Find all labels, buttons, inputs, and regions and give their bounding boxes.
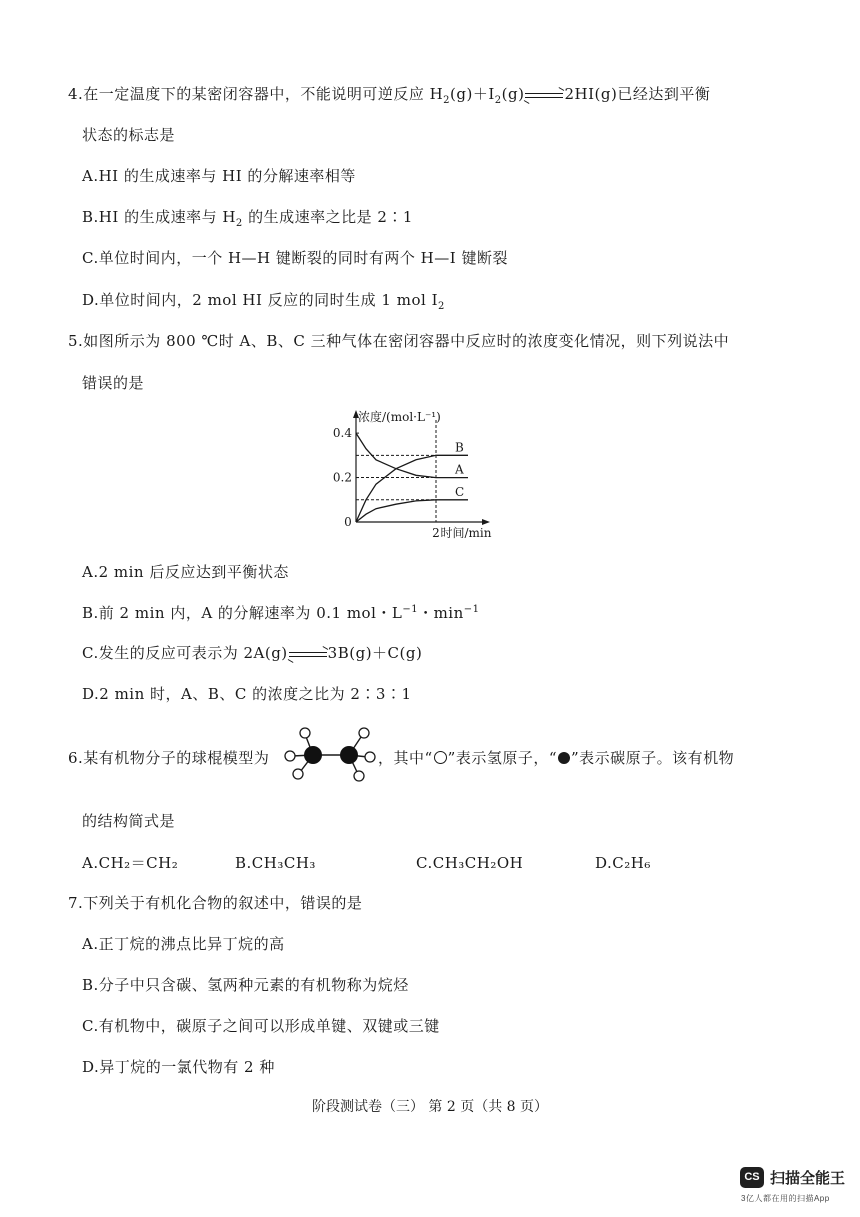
q4-option-a: A.HI 的生成速率与 HI 的分解速率相等	[82, 167, 356, 185]
q4-stem-line2: 状态的标志是	[82, 126, 176, 144]
x-axis-label: 时间/min	[440, 526, 492, 540]
q7-option-c: C.有机物中，碳原子之间可以形成单键、双键或三键	[82, 1017, 440, 1035]
x-tick-label: 2	[432, 526, 440, 540]
q6-stem-line2: 的结构简式是	[82, 812, 176, 830]
q6-stem-line1-start: 6.某有机物分子的球棍模型为	[68, 749, 270, 767]
q7-option-b: B.分子中只含碳、氢两种元素的有机物称为烷烃	[82, 976, 409, 994]
q6-option-d: D.C₂H₆	[595, 854, 651, 872]
ethane-ball-stick-model-icon	[282, 724, 378, 786]
q5-option-d: D.2 min 时，A、B、C 的浓度之比为 2∶3∶1	[82, 685, 412, 703]
q6-option-a: A.CH₂＝CH₂	[82, 854, 179, 872]
q7-option-d: D.异丁烷的一氯代物有 2 种	[82, 1058, 275, 1076]
q7-stem: 7.下列关于有机化合物的叙述中，错误的是	[68, 894, 363, 912]
reversible-arrow-icon	[289, 650, 327, 658]
series-A-label: A	[455, 462, 464, 477]
reversible-arrow-icon	[525, 91, 563, 99]
q5-stem-line1: 5.如图所示为 800 ℃时 A、B、C 三种气体在密闭容器中反应时的浓度变化情况，则下列说法中	[68, 332, 730, 350]
y-tick-label: 0.2	[332, 470, 352, 485]
camscanner-slogan: 3亿人都在用的扫描App	[741, 1194, 830, 1203]
q5-option-b: B.前 2 min 内，A 的分解速率为 0.1 mol・$L^{-1}$・$\min^{-1}$	[82, 604, 480, 622]
series-B-line	[356, 455, 468, 522]
q4-stem-line1: 4.在一定温度下的某密闭容器中，不能说明可逆反应 $H_2(g)+I_2(g)$ 2HI(g)已经达到平衡	[68, 85, 711, 106]
q4-option-d: D.单位时间内，2 mol HI 反应的同时生成 1 mol $I_2$	[82, 291, 445, 312]
y-tick-label: 0.4	[332, 426, 352, 441]
hydrogen-atom-symbol-icon	[434, 751, 447, 764]
page-footer: 阶段测试卷（三） 第 2 页（共 8 页）	[311, 1099, 549, 1115]
series-B-label: B	[455, 440, 464, 455]
q5-stem-line2: 错误的是	[82, 374, 145, 392]
q6-option-b: B.CH₃CH₃	[235, 854, 316, 872]
q6-option-c: C.CH₃CH₂OH	[416, 854, 524, 872]
origin-label: 0	[344, 515, 352, 529]
camscanner-logo-icon: CS	[740, 1167, 764, 1188]
q6-stem-line1-end: ，其中“ ”表示氢原子，“ ”表示碳原子。该有机物	[378, 749, 735, 767]
series-C-line	[356, 500, 468, 522]
concentration-chart	[320, 408, 510, 543]
y-axis-label: 浓度/(mol·L⁻¹)	[358, 410, 441, 424]
camscanner-app-name: 扫描全能王	[770, 1170, 846, 1187]
q5-option-a: A.2 min 后反应达到平衡状态	[82, 563, 289, 581]
q4-option-c: C.单位时间内，一个 H—H 键断裂的同时有两个 H—I 键断裂	[82, 249, 508, 267]
q4-option-b: B.HI 的生成速率与 $H_2$ 的生成速率之比是 2∶1	[82, 208, 413, 229]
carbon-atom-symbol-icon	[558, 752, 570, 764]
q5-option-c: C.发生的反应可表示为 2A(g) 3B(g)＋C(g)	[82, 644, 423, 662]
x-axis-arrow-icon	[482, 519, 490, 525]
series-C-label: C	[455, 484, 465, 499]
q7-option-a: A.正丁烷的沸点比异丁烷的高	[82, 935, 285, 953]
